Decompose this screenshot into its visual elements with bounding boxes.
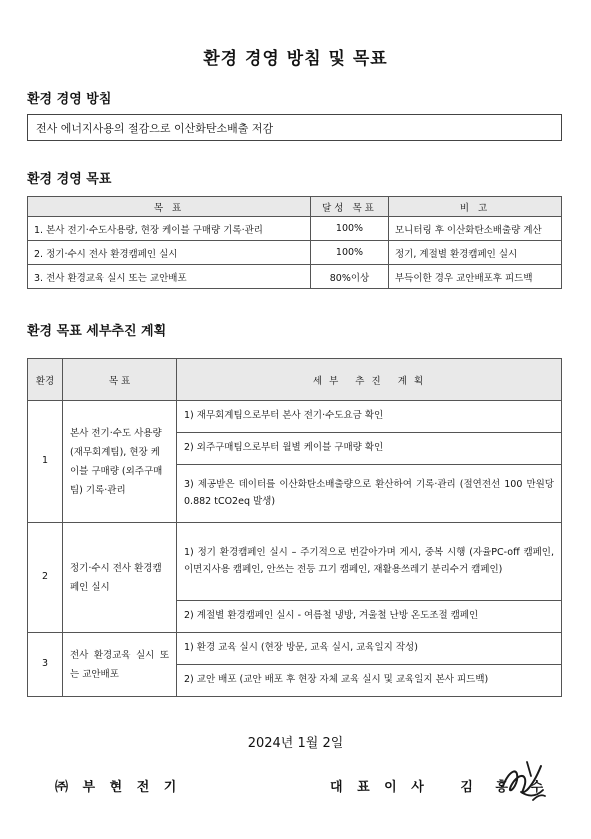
goal-cell: 3. 전사 환경교육 실시 또는 교안배포 [28,265,311,289]
issue-date: 2024년 1월 2일 [247,736,344,751]
table-row [28,401,562,433]
note-cell: 정기, 계절별 환경캠페인 실시 [389,241,562,265]
plan-goal: 본사 전기·수도 사용량 (재무회계팀), 현장 케이블 구매량 (외주구매팀) 기록·관리 [63,401,177,523]
goals-header-row [28,197,562,217]
plan-goal: 전사 환경교육 실시 또는 교안배포 [63,633,177,697]
plan-detail: 3) 제공받은 데이터를 이산화탄소배출량으로 환산하여 기록·관리 (절연전선 100 만원당 0.882 tCO2eq 발생) [177,465,562,523]
ceo-name: 김 홍 수 [460,780,553,795]
plan-num: 3 [28,633,63,697]
goals-table [27,196,562,289]
plan-detail: 2) 교안 배포 (교안 배포 후 현장 자체 교육 실시 및 교육일지 본사 피드백) [177,665,562,697]
target-cell: 100% [311,241,389,265]
plan-header-row [28,359,562,401]
ceo-title: 대 표 이 사 [330,780,429,795]
goals-col-target: 달성 목표 [311,197,389,217]
goals-col-note: 비 고 [389,197,562,217]
goal-cell: 2. 정기·수시 전사 환경캠페인 실시 [28,241,311,265]
plan-col-goal: 목 표 [63,359,177,401]
policy-text: 전사 에너지사용의 절감으로 이산화탄소배출 저감 [27,114,562,141]
table-row [28,241,562,265]
page-title: 환경 경영 방침 및 목표 [203,49,388,69]
plan-num: 1 [28,401,63,523]
table-row [28,523,562,601]
company-name: ㈜ 부 현 전 기 [55,780,182,795]
plan-num: 2 [28,523,63,633]
table-row [28,217,562,241]
plan-heading: 환경 목표 세부추진 계획 [27,324,167,339]
plan-detail: 2) 외주구매팀으로부터 월별 케이블 구매량 확인 [177,433,562,465]
target-cell: 100% [311,217,389,241]
plan-table [27,358,562,697]
note-cell: 모니터링 후 이산화탄소배출량 계산 [389,217,562,241]
table-row [28,633,562,665]
table-row [28,265,562,289]
goals-heading: 환경 경영 목표 [27,172,112,187]
plan-detail: 2) 계절별 환경캠페인 실시 - 여름철 냉방, 겨울철 난방 온도조절 캠페인 [177,601,562,633]
plan-col-num: 환경 [28,359,63,401]
handwritten-signature [497,756,549,806]
goal-cell: 1. 본사 전기·수도사용량, 현장 케이블 구매량 기록·관리 [28,217,311,241]
plan-detail: 1) 정기 환경캠페인 실시 – 주기적으로 번갈아가며 게시, 중복 시행 (자율PC-off 캠페인, 이면지사용 캠페인, 안쓰는 전등 끄기 캠페인, 재활용쓰레기 분리수거 캠페인) [177,523,562,601]
policy-heading: 환경 경영 방침 [27,92,112,107]
plan-goal: 정기·수시 전사 환경캠페인 실시 [63,523,177,633]
note-cell: 부득이한 경우 교안배포후 피드백 [389,265,562,289]
plan-detail: 1) 재무회계팀으로부터 본사 전기·수도요금 확인 [177,401,562,433]
goals-col-goal: 목 표 [28,197,311,217]
plan-col-details: 세 부 추 진 계 획 [177,359,562,401]
plan-detail: 1) 환경 교육 실시 (현장 방문, 교육 실시, 교육일지 작성) [177,633,562,665]
target-cell: 80%이상 [311,265,389,289]
